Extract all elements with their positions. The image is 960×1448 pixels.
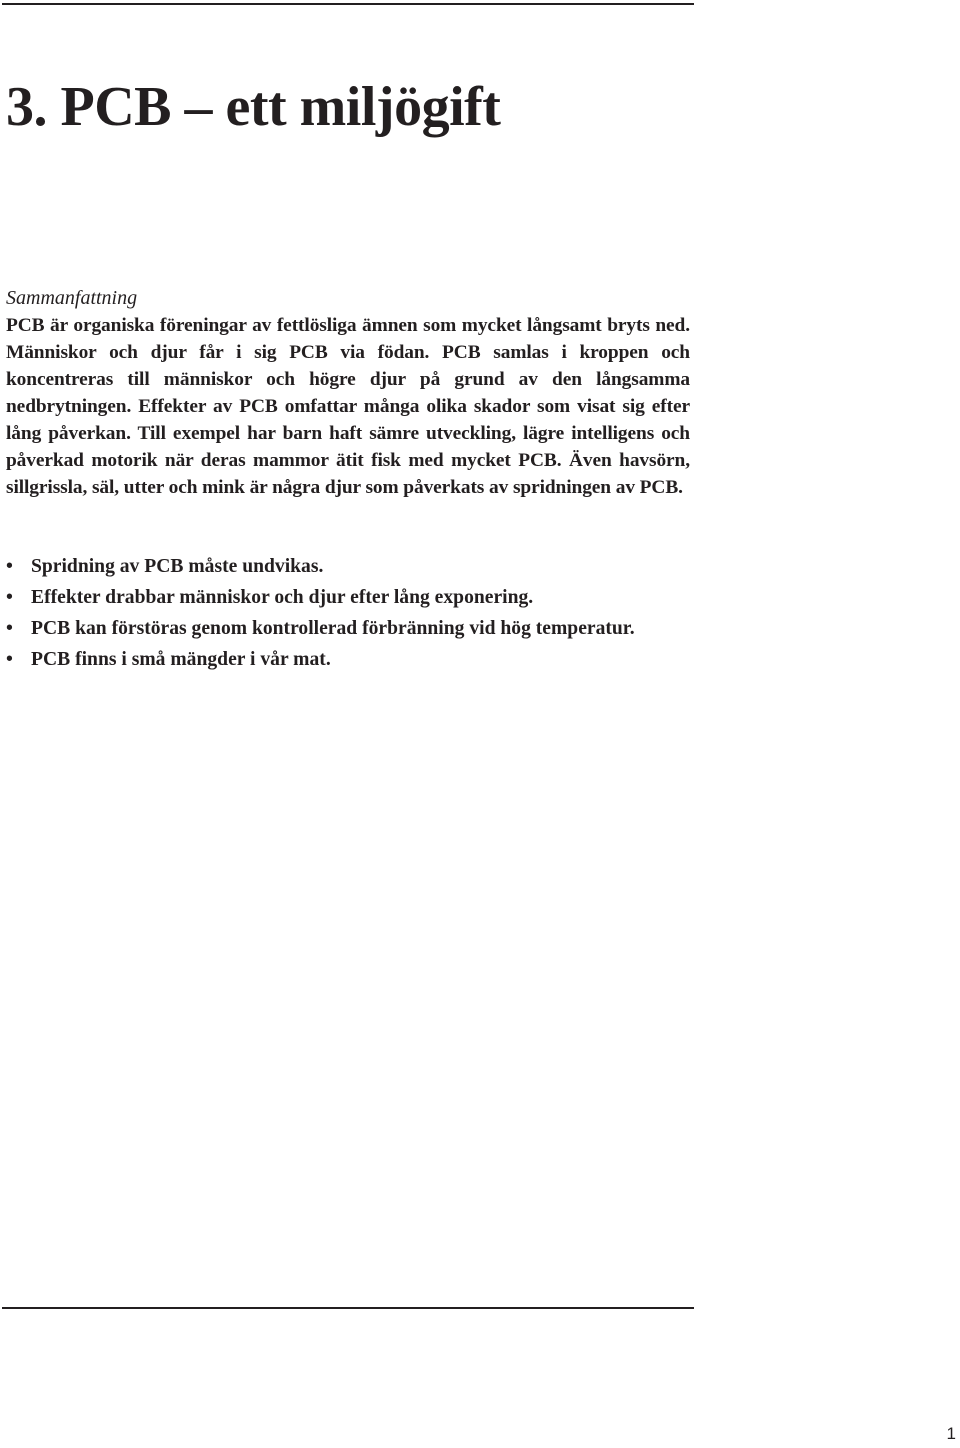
bullet-item <box>6 584 646 612</box>
bullet-text: Effekter drabbar människor och djur efter lång exponering. <box>31 587 534 608</box>
bullet-text: PCB kan förstöras genom kontrollerad förbränning vid hög temperatur. <box>31 618 635 639</box>
summary-heading: Sammanfattning <box>6 287 138 309</box>
bullet-list <box>6 553 646 677</box>
top-rule <box>2 3 694 5</box>
bullet-marker: • <box>6 587 13 608</box>
bullet-marker: • <box>6 649 13 670</box>
summary-section <box>6 284 690 501</box>
bullet-item <box>6 553 646 581</box>
summary-body: PCB är organiska föreningar av fettlösliga ämnen som mycket långsamt bryts ned. Människor och djur får i sig PCB via födan. PCB samlas i kroppen och koncentreras till människor och högre djur på grund av den långsamma nedbrytningen. Effekter av PCB omfattar många olika skador som visat sig efter lång påverkan. Till exempel har barn haft sämre utveckling, lägre intelligens och påverkad motorik när deras mammor ätit fisk med mycket PCB. Även havsörn, sillgrissla, säl, utter och mink är några djur som påverkats av spridningen av PCB. <box>6 315 690 498</box>
bullet-item <box>6 615 646 643</box>
page-number: 1 <box>946 1424 956 1443</box>
bullet-item <box>6 646 646 674</box>
bullet-text: Spridning av PCB måste undvikas. <box>31 556 324 577</box>
bottom-rule <box>2 1307 694 1309</box>
page-title: 3. PCB – ett miljögift <box>6 76 501 138</box>
bullet-marker: • <box>6 618 13 639</box>
bullet-text: PCB finns i små mängder i vår mat. <box>31 649 331 670</box>
bullet-marker: • <box>6 556 13 577</box>
